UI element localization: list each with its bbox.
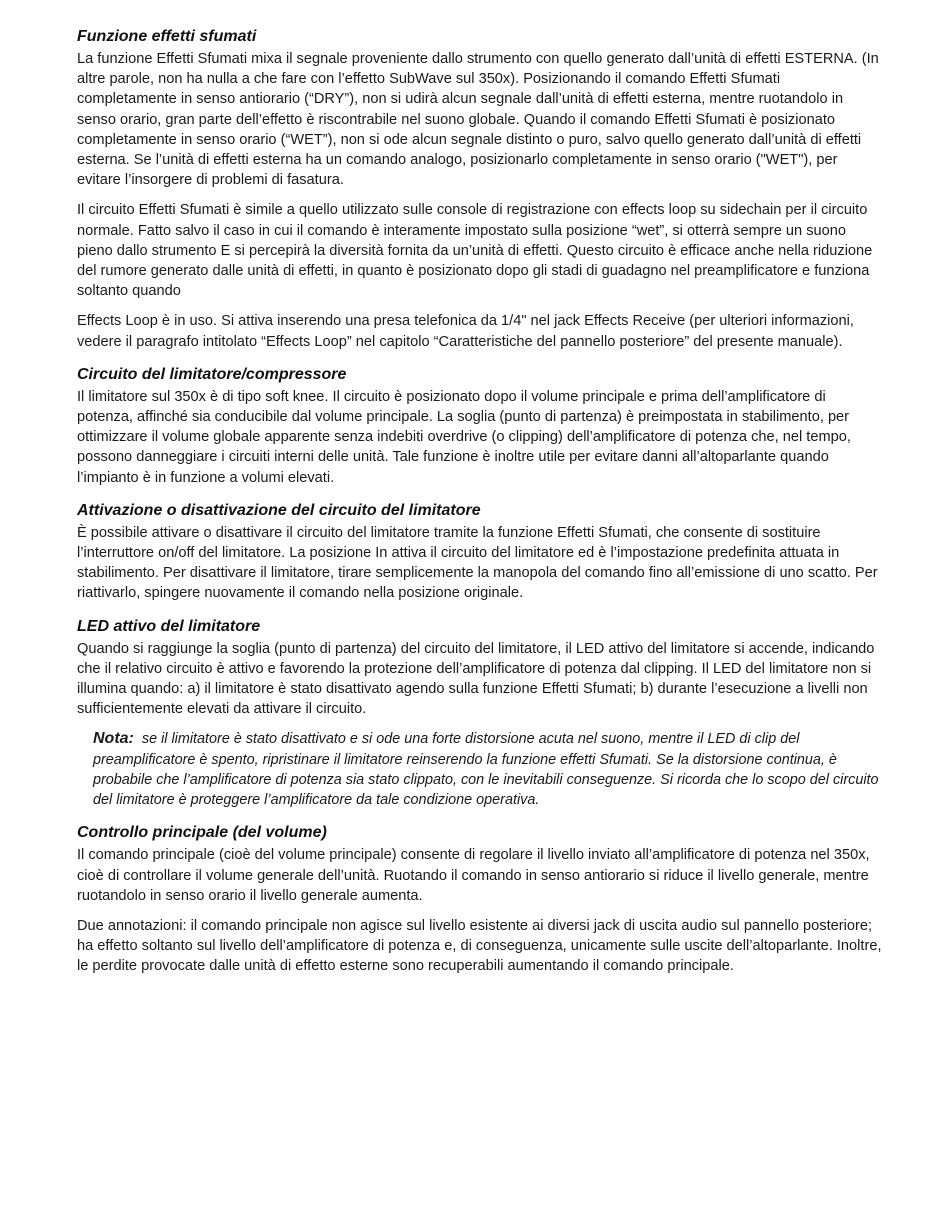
note-label: Nota:	[93, 730, 134, 748]
paragraph: Quando si raggiunge la soglia (punto di partenza) del circuito del limitatore, il LED attivo del limitatore si accende, indicando che il relativo circuito è attivo e favorendo la protezione dell’amplificatore di potenza dal clipping. Il LED del limitatore non si illumina quando: a) il limitatore è stato disattivato agendo sulla funzione Effetti Sfumati; b) durante l’esecuzione a livelli non sufficientemente elevati da attivare il circuito.	[77, 640, 875, 718]
section-title: LED attivo del limitatore	[77, 617, 261, 635]
section-effetti-sfumati	[77, 26, 883, 352]
note-block	[93, 729, 883, 810]
note-text: se il limitatore è stato disattivato e si ode una forte distorsione acuta nel suono, mentre il LED di clip del preamplificatore è spento, ripristinare il limitatore reinserendo la funzione effetti Sfumati. Se la distorsione continua, è probabile che l’amplificatore di potenza sia stato clippato, con le inevitabili conseguenze. Si ricorda che lo scopo del circuito del limitatore è proteggere l’amplificatore da tale condizione operativa.	[93, 731, 879, 809]
paragraph: Il circuito Effetti Sfumati è simile a quello utilizzato sulle console di registrazione con effects loop su sidechain per il circuito normale. Fatto salvo il caso in cui il comando è interamente impostato sulla posizione “wet”, si otterrà sempre un suono pieno dallo strumento E si percepirà la diversità fornita da un’unità di effetti. Questo circuito è efficace anche nella riduzione del rumore generato dalle unità di effetti, in quanto è posizionato dopo gli stadi di guadagno nel preamplificatore e funziona soltanto quando	[77, 202, 873, 300]
section-title: Funzione effetti sfumati	[77, 28, 257, 45]
section-title: Circuito del limitatore/compressore	[77, 365, 347, 383]
paragraph: È possibile attivare o disattivare il circuito del limitatore tramite la funzione Effetti Sfumati, che consente di sostituire l’interruttore on/off del limitatore. La posizione In attiva il circuito del limitatore ed è l’impostazione predefinita attuata in stabilimento. Per disattivare il limitatore, tirare semplicemente la manopola del comando fino all’emissione di uno scatto. Per riattivarlo, spingere nuovamente il comando nella posizione originale.	[77, 524, 878, 602]
paragraph: Effects Loop è in uso. Si attiva inserendo una presa telefonica da 1/4" nel jack Effects Receive (per ulteriori informazioni, vedere il paragrafo intitolato “Effects Loop” nel capitolo “Caratteristiche del pannello posteriore” del presente manuale).	[77, 313, 854, 350]
document-page	[77, 26, 883, 989]
section-limitatore-compressore	[77, 364, 883, 488]
section-controllo-principale	[77, 822, 883, 976]
section-title: Attivazione o disattivazione del circuito del limitatore	[77, 501, 481, 519]
paragraph: Il limitatore sul 350x è di tipo soft knee. Il circuito è posizionato dopo il volume principale e prima dell’amplificatore di potenza, affinché sia conducibile dal volume principale. La soglia (punto di partenza) è preimpostata in stabilimento, per ottimizzare il volume globale apparente senza indebiti overdrive (o clipping) dell’amplificatore di potenza che, nel tempo, possono danneggiare i circuiti interni delle unità. Tale funzione è inoltre utile per evitare danni all’altoparlante quando l’impianto è in funzione a volumi elevati.	[77, 388, 851, 486]
paragraph: La funzione Effetti Sfumati mixa il segnale proveniente dallo strumento con quello generato dall’unità di effetti ESTERNA. (In altre parole, non ha nulla a che fare con l’effetto SubWave sul 350x). Posizionando il comando Effetti Sfumati completamente in senso antiorario (“DRY”), non si udirà alcun segnale dall’unità di effetti esterna, mentre ruotandolo in senso orario, gran parte dell’effetto è riscontrabile nel suono globale. Quando il comando Effetti Sfumati è posizionato completamente in senso orario (“WET”), non si ode alcun segnale distinto o puro, salvo quello generato dall’unità di effetti esterna. Se l’unità di effetti esterna ha un comando analogo, posizionarlo completamente in senso orario ("WET"), per evitare l’insorgere di problemi di fasatura.	[77, 51, 879, 189]
section-attivazione-limitatore	[77, 500, 883, 604]
paragraph: Due annotazioni: il comando principale non agisce sul livello esistente ai diversi jack di uscita audio sul pannello posteriore; ha effetto soltanto sul livello dell’amplificatore di potenza e, di conseguenza, unicamente sulle uscite dell’altoparlante. Inoltre, le perdite provocate dalle unità di effetto esterne sono recuperabili aumentando il comando principale.	[77, 917, 882, 975]
section-title: Controllo principale (del volume)	[77, 824, 327, 842]
paragraph: Il comando principale (cioè del volume principale) consente di regolare il livello inviato all’amplificatore di potenza nel 350x, cioè di controllare il volume generale dell’unità. Ruotando il comando in senso antiorario si riduce il livello generale, mentre ruotandolo in senso orario il livello generale aumenta.	[77, 847, 870, 904]
section-led-limitatore	[77, 616, 883, 811]
